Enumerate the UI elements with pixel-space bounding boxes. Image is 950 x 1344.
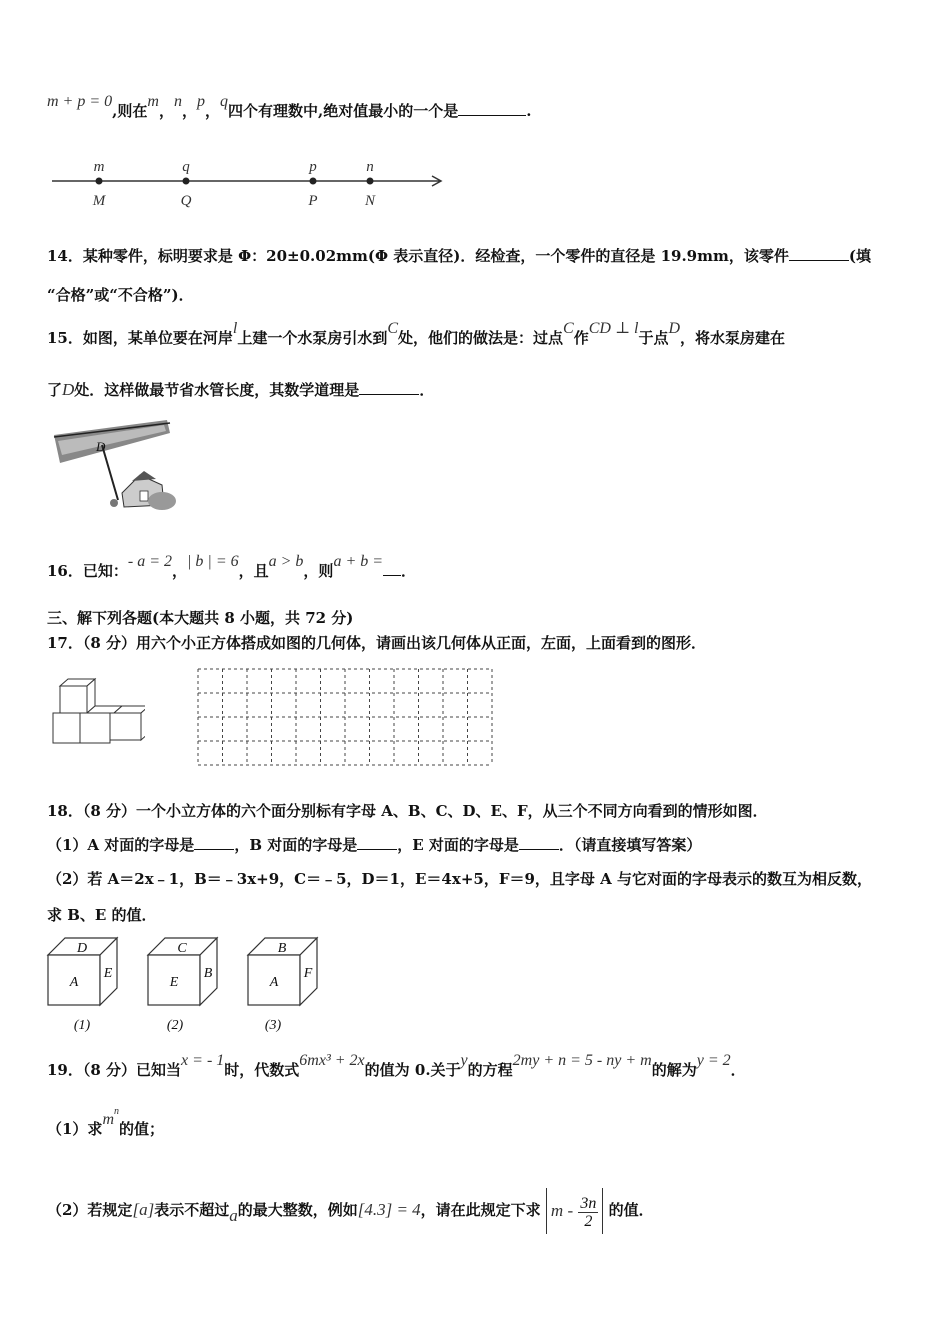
answer-blank [194,835,234,850]
q16-line: 16．已知：- a = 2，| b | = 6，且a > b，则a + b =． [47,553,417,580]
cube3-top: B [277,941,287,956]
q13-formula: m + p = 0 [47,93,113,110]
q18-line1: 18．（8 分）一个小立方体的六个面分别标有字母 A、B、C、D、E、F，从三个不同方向看到的情形如图． [47,802,768,820]
cube1-top: D [76,941,88,956]
label-Q: Q [180,193,192,209]
label-p: p [309,159,317,175]
q18-line2: （1）A 对面的字母是 ，B 对面的字母是 ，E 对面的字母是 ．（请直接填写答案） [47,836,702,854]
answer-blank [519,835,559,850]
point-m [96,178,103,185]
q19-line: 19．（8 分）已知当x = - 1时，代数式6mx³ + 2x的值为 0.关于y的方程2my + n = 5 - ny + m的解为y = 2． [47,1052,746,1079]
label-m: m [93,159,105,175]
floor-bracket-expr: m - $\frac{3n}{2}$ [546,1188,603,1234]
answer-blank [383,561,401,576]
cube1-front: A [69,975,79,990]
q14-line1: 14．某种零件，标明要求是 Φ：20±0.02mm(Φ 表示直径)．经检查，一个零件的直径是 19.9mm，该零件 (填 [47,247,871,265]
fig-label-D: D [96,439,106,454]
cube2-top: C [177,941,187,956]
q15-line1: 15．如图，某单位要在河岸l上建一个水泵房引水到C处，他们的做法是：过点C作CD ⊥ l于点D，将水泵房建在 [47,320,786,347]
q19-sub1: （1）求$m^n$的值； [47,1106,165,1138]
letter-cubes [45,935,335,1035]
q14-line2: “合格”或“不合格”)． [47,286,194,304]
river-figure [52,415,177,515]
point-p [310,178,317,185]
label-M: M [92,193,106,209]
cube1-side: E [103,966,113,981]
drawing-grid[interactable] [197,668,495,768]
label-q: q [182,159,190,175]
label-n: n [366,159,374,175]
q18-line3: （2）若 A＝2x﹣1，B＝﹣3x+9，C＝﹣5，D＝1，E＝4x+5，F＝9，且字母 A 与它对面的字母表示的数互为相反数， [47,870,872,888]
q17-text: 17．（8 分）用六个小正方体搭成如图的几何体，请画出该几何体从正面，左面，上面看到的图形． [47,634,707,652]
cube3-front: A [269,975,279,990]
label-P: P [308,193,318,209]
answer-blank [458,101,526,116]
label-N: N [364,193,376,209]
answer-blank [789,246,849,261]
number-line [47,155,457,215]
cube1-caption: (1) [73,1018,91,1033]
cube-structure [50,676,145,748]
cube3-caption: (3) [264,1018,282,1033]
answer-blank [357,835,397,850]
cube3-side: F [303,966,313,981]
point-n [367,178,374,185]
cube2-caption: (2) [166,1018,184,1033]
q13-line: m + p = 0,则在m，n，p，q四个有理数中,绝对值最小的一个是 . [47,93,532,120]
q19-sub2: （2）若规定[a]表示不超过a的最大整数，例如[4.3] = 4，请在此规定下求 m - $\frac{3n}{2}$ 的值． [47,1188,654,1234]
cube2-front: E [169,975,179,990]
q18-line4: 求 B、E 的值． [47,906,157,924]
q15-line2: 了D处．这样做最节省水管长度，其数学道理是 ． [47,380,435,399]
answer-blank [359,380,419,395]
point-q [183,178,190,185]
section-3-heading: 三、解下列各题(本大题共 8 小题，共 72 分) [47,609,354,627]
cube2-side: B [203,966,213,981]
